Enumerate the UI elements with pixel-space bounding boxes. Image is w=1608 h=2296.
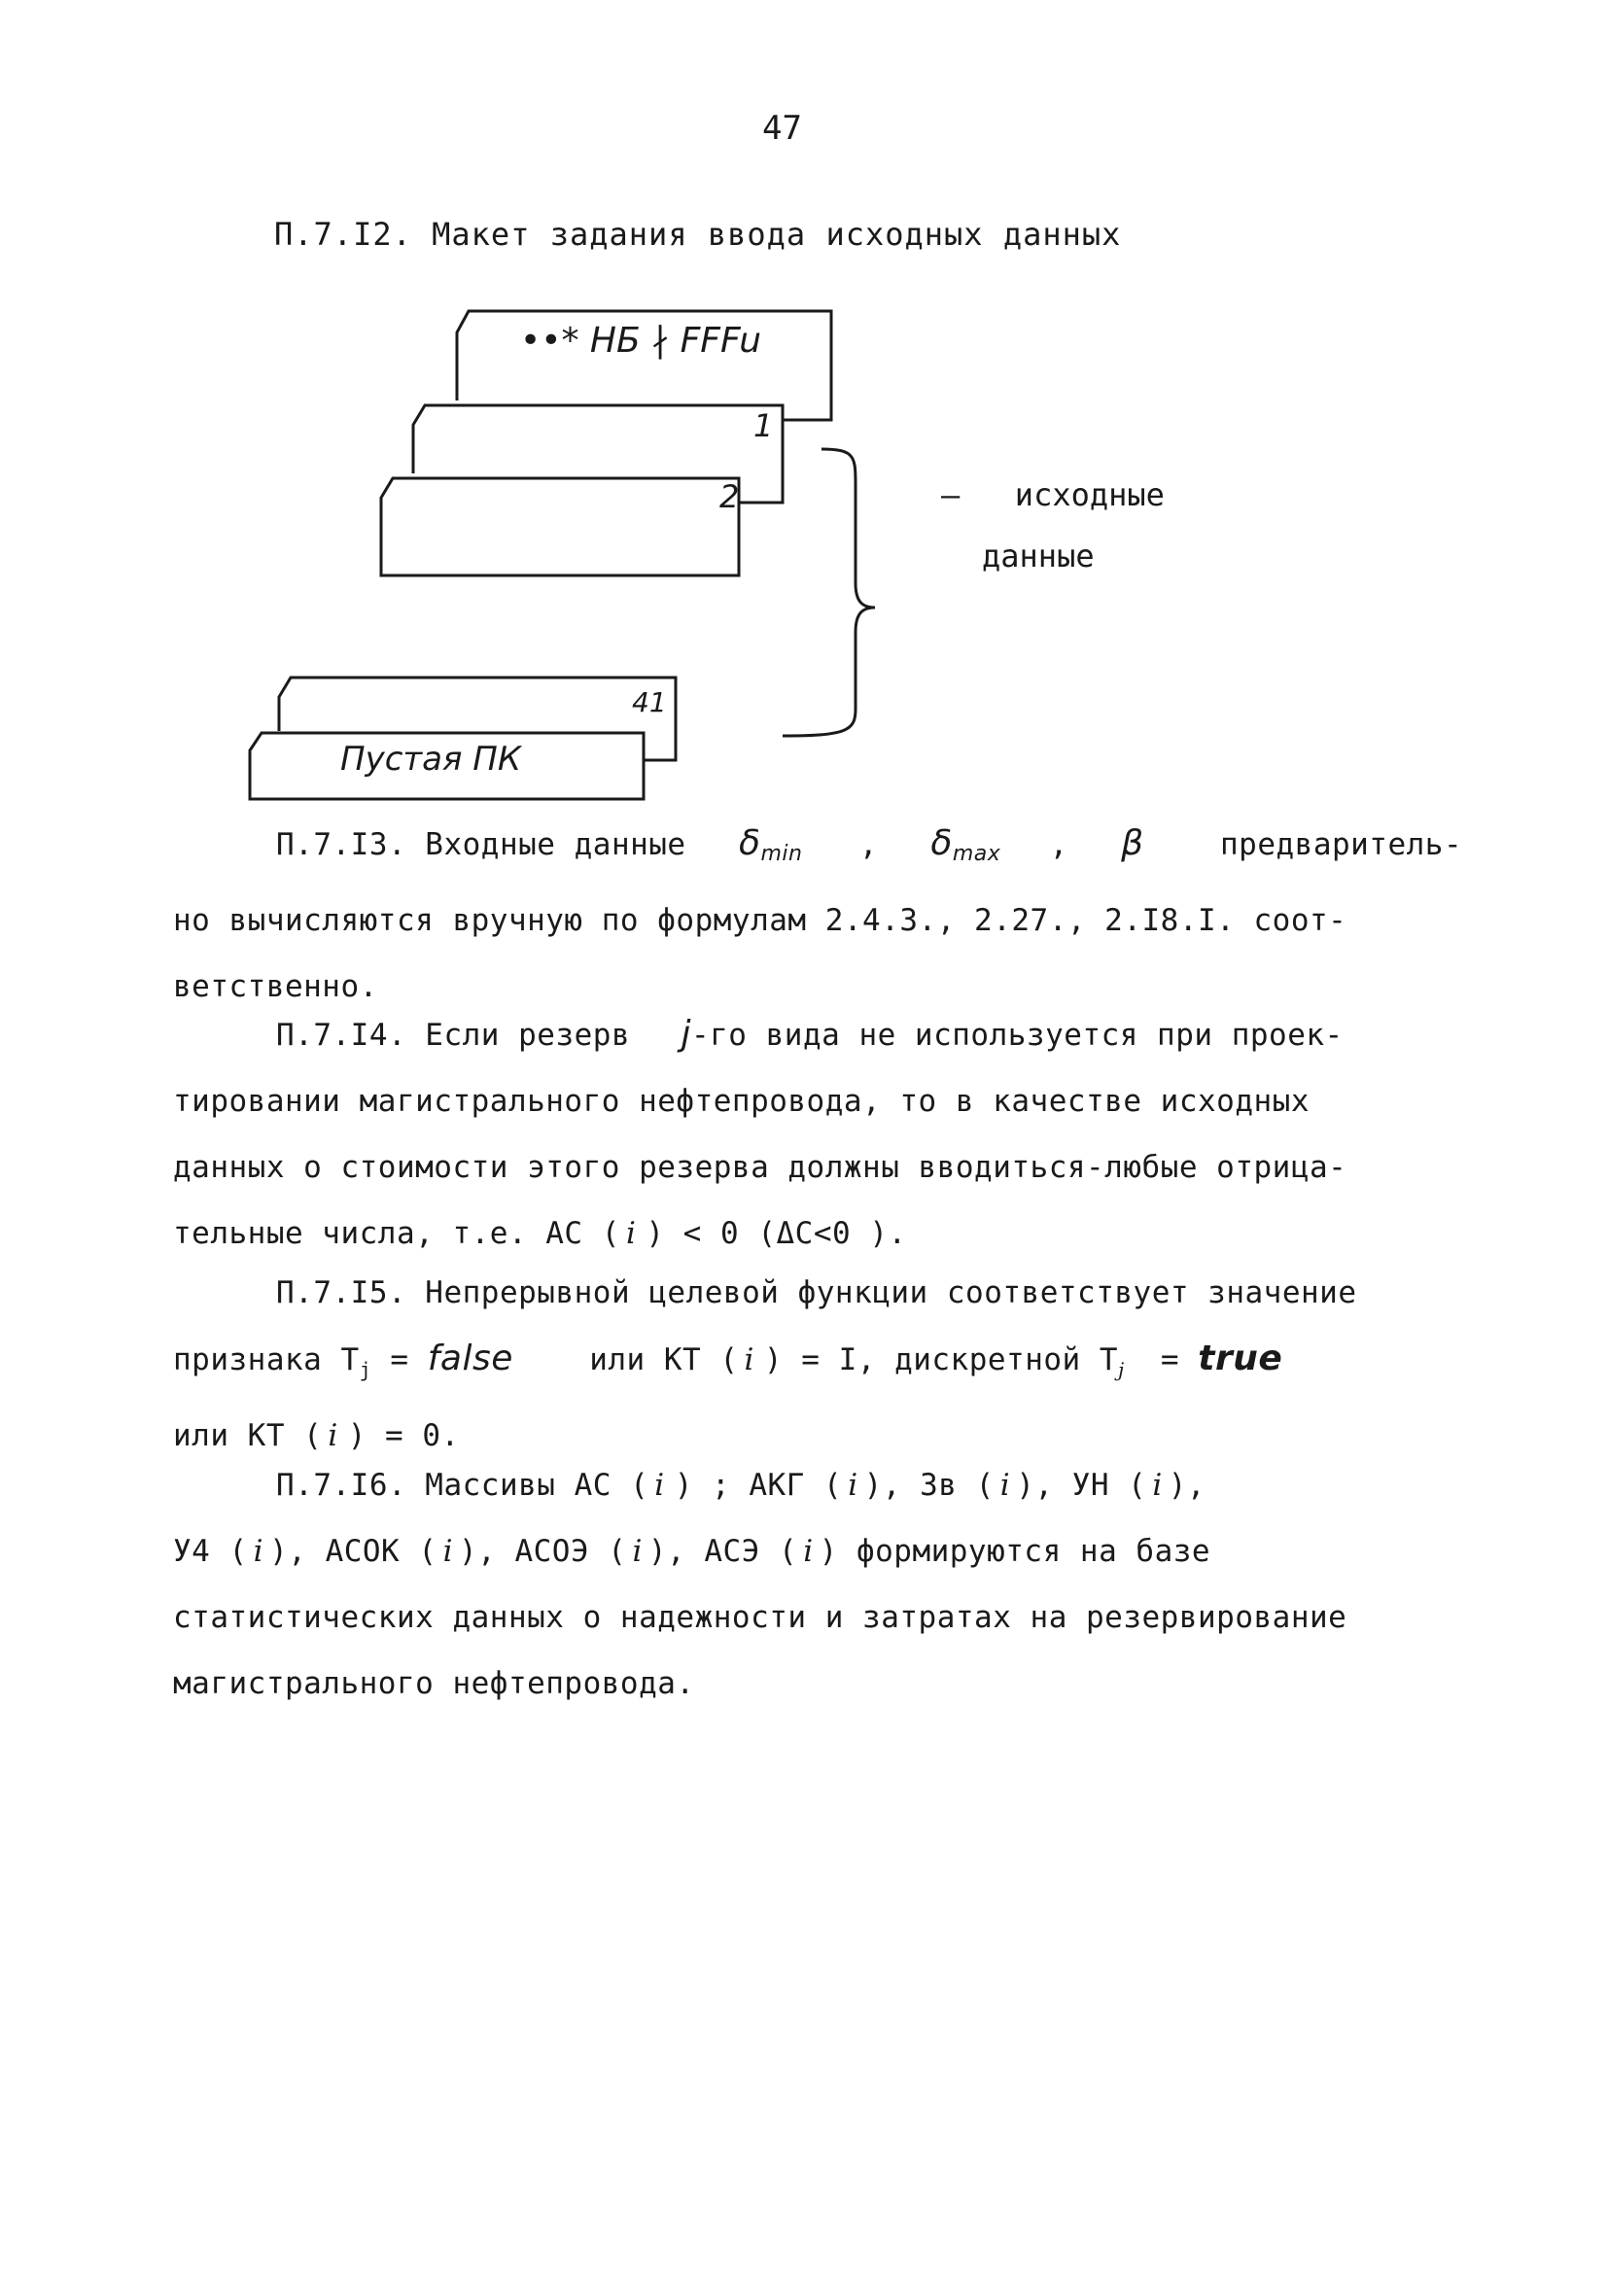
false-value: false	[427, 1339, 513, 1378]
paragraph-7-13	[173, 811, 1462, 1020]
card-2-number: 2	[719, 478, 740, 515]
beta-symbol: β	[1121, 823, 1144, 863]
card-2-outline	[381, 478, 739, 575]
p15-line2: признака $T_j$ = false или КТ ( i ) = I, дискретной $T_j$ = true	[173, 1339, 1283, 1382]
p14-line1: П.7.I4. Если резерв j-го вида не используется при проек-	[276, 1014, 1344, 1054]
p14-line4: тельные числа, т.е. АС ( i ) < 0 (ΔС<0 ).	[173, 1216, 907, 1251]
card-empty-label: Пустая ПК	[340, 740, 521, 779]
p13-line3: ветственно.	[173, 969, 378, 1004]
p16-line2: У4 ( i ), АСОК ( i ), АСОЭ ( i ), АСЭ ( i ) формируются на базе	[173, 1534, 1211, 1569]
delta-max-symbol: $\delta_{max}$	[930, 823, 1001, 866]
input-data-label-line2: данные	[982, 538, 1095, 574]
label-dash: –	[941, 476, 961, 513]
input-data-label-line1	[941, 476, 1165, 513]
j-symbol: j	[681, 1014, 691, 1054]
label-word1: исходные	[1014, 476, 1165, 513]
paragraph-7-15	[173, 1260, 1357, 1469]
delta-min-symbol: $\delta_{min}$	[738, 823, 803, 866]
brace	[783, 449, 875, 736]
p16-line4: магистрального нефтепровода.	[173, 1666, 695, 1701]
card-top-text: ••* НБ ∤ FFFu	[520, 321, 762, 361]
true-value: true	[1198, 1339, 1283, 1378]
p13-line1: П.7.I3. Входные данные $\delta_{min}$ , $\delta_{max}$ , β предваритель-	[276, 823, 1463, 866]
p15-line1: П.7.I5. Непрерывной целевой функции соответствует значение	[276, 1275, 1357, 1310]
p15-line3: или КТ ( i ) = 0.	[173, 1418, 460, 1454]
p14-line2: тировании магистрального нефтепровода, то в качестве исходных	[173, 1084, 1310, 1119]
section-heading: П.7.I2. Макет задания ввода исходных данных	[274, 216, 1122, 253]
paragraph-7-14	[173, 1001, 1346, 1267]
page-number: 47	[762, 109, 802, 148]
p14-line3: данных о стоимости этого резерва должны вводиться-любые отрица-	[173, 1150, 1347, 1185]
p13-line2: но вычисляются вручную по формулам 2.4.3., 2.27., 2.I8.I. соот-	[173, 903, 1347, 938]
paragraph-7-16	[173, 1452, 1346, 1717]
p16-line1: П.7.I6. Массивы АС ( i ) ; АКГ ( i ), Зв ( i ), УН ( i ),	[276, 1468, 1206, 1503]
input-deck-diagram	[0, 0, 1608, 826]
p16-line3: статистических данных о надежности и затратах на резервирование	[173, 1600, 1347, 1635]
card-1-number: 1	[753, 407, 774, 444]
card-41-number: 41	[632, 686, 667, 718]
